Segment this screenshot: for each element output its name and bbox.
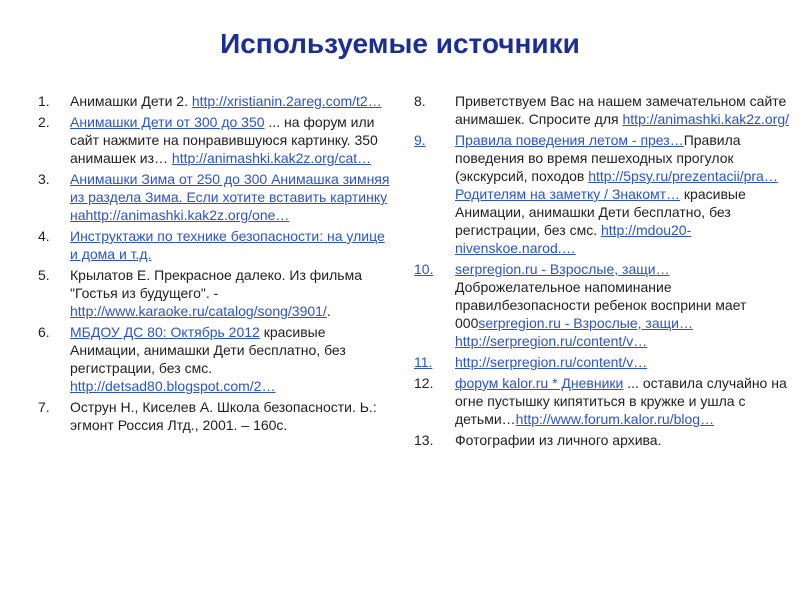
- source-link[interactable]: http://mdou20-nivenskoe.narod.…: [455, 222, 692, 256]
- source-text: Анимашки Дети 2.: [70, 93, 192, 109]
- source-link[interactable]: http://animashki.kak2z.org/: [622, 111, 790, 127]
- source-link[interactable]: http://www.karaoke.ru/catalog/song/3901/: [70, 303, 327, 319]
- source-text: ... на форум или сайт нажмите на понравившуюся картинку. 350 анимашек из…: [70, 114, 378, 166]
- source-text: Фотографии из личного архива.: [455, 432, 662, 448]
- source-link[interactable]: http://animashki.kak2z.org/cat…: [171, 150, 372, 166]
- source-item: [414, 374, 792, 428]
- source-link[interactable]: http://serpregion.ru/content/v…: [455, 354, 648, 370]
- source-item-text: [70, 170, 392, 224]
- source-item-number: 2.: [38, 114, 50, 130]
- source-item-text: [70, 266, 392, 320]
- source-item-text: [70, 398, 392, 434]
- source-item-number: 5.: [38, 267, 50, 283]
- source-item-number: 4.: [38, 228, 50, 244]
- source-item-number: 12.: [414, 375, 434, 391]
- source-item-number: 6.: [38, 324, 50, 340]
- source-link[interactable]: Анимашки Дети от 300 до 350: [70, 114, 265, 130]
- source-item-text: [70, 323, 392, 395]
- source-item: [38, 398, 392, 434]
- source-item: [38, 323, 392, 395]
- source-item-number: 1.: [38, 93, 50, 109]
- source-text: красивые Анимации, анимашки Дети бесплатно, без регистрации, без смс.: [455, 186, 746, 238]
- source-item: [414, 131, 792, 257]
- sources-column-left: [38, 92, 392, 437]
- source-item-number: 7.: [38, 399, 50, 415]
- source-text: .: [326, 303, 331, 319]
- source-link[interactable]: форум kalor.ru * Дневники: [455, 375, 624, 391]
- source-item: [38, 113, 392, 167]
- slide-title: Используемые источники: [220, 28, 580, 59]
- source-item: [38, 92, 392, 110]
- source-item: [38, 266, 392, 320]
- source-link[interactable]: МБДОУ ДС 80: Октябрь 2012: [70, 324, 260, 340]
- source-link[interactable]: Анимашки Зима от 250 до 300 Анимашка зимняя из раздела Зима. Если хотите вставить картинку наhttp://animashki.kak2z.org/one…: [70, 171, 390, 223]
- source-link[interactable]: http://www.forum.kalor.ru/blog…: [515, 411, 715, 427]
- source-text: Доброжелательное напоминание правилбезопасности ребенок восприни мает 000: [455, 279, 747, 331]
- source-link[interactable]: http://xristianin.2areg.com/t2…: [191, 93, 382, 109]
- source-item-number-link[interactable]: 10.: [414, 261, 434, 277]
- source-link[interactable]: http://5psy.ru/prezentacii/pra…Родителям на заметку / Знакомт…: [455, 168, 778, 202]
- source-text: Приветствуем Вас на нашем замечательном сайте анимашек. Спросите для: [455, 93, 787, 127]
- source-item: [38, 170, 392, 224]
- source-item: [414, 353, 792, 371]
- source-item-text: [455, 374, 792, 428]
- source-text: ... оставила случайно на огне пустышку кипятиться в кружке и ушла с детьми…: [455, 375, 787, 427]
- source-item: [414, 431, 792, 449]
- sources-column-right: [414, 92, 792, 452]
- source-item: [414, 260, 792, 350]
- source-item: [414, 92, 792, 128]
- source-item-text: [455, 260, 792, 350]
- source-item-text: [70, 227, 392, 263]
- source-item: [38, 227, 392, 263]
- source-text: Правила поведения во время пешеходных прогулок (экскурсий, походов: [455, 132, 741, 184]
- source-item-text: [70, 92, 392, 110]
- source-link[interactable]: Правила поведения летом - през…: [455, 132, 684, 148]
- source-item-text: [70, 113, 392, 167]
- source-item-text: [455, 92, 792, 128]
- source-text: Острун Н., Киселев А. Школа безопасности. Ь.: эгмонт Россия Лтд., 2001. – 160с.: [70, 399, 377, 433]
- source-item-number: 13.: [414, 432, 434, 448]
- source-item-number-link[interactable]: 11.: [414, 354, 433, 370]
- source-link[interactable]: http://detsad80.blogspot.com/2…: [70, 378, 276, 394]
- source-item-number-link[interactable]: 9.: [414, 132, 426, 148]
- source-text: Крылатов Е. Прекрасное далеко. Из фильма "Гостья из будущего". -: [70, 267, 363, 301]
- source-text: красивые Анимации, анимашки Дети бесплатно, без регистрации, без смс.: [70, 324, 346, 376]
- source-link[interactable]: Инструктажи по технике безопасности: на улице и дома и т.д.: [70, 228, 385, 262]
- source-link[interactable]: serpregion.ru - Взрослые, защи…http://serpregion.ru/content/v…: [455, 315, 693, 349]
- source-item-text: [455, 431, 792, 449]
- source-link[interactable]: serpregion.ru - Взрослые, защи…: [455, 261, 670, 277]
- source-item-text: [455, 131, 792, 257]
- source-item-number: 8.: [414, 93, 426, 109]
- source-item-number: 3.: [38, 171, 50, 187]
- source-item-text: [455, 353, 792, 371]
